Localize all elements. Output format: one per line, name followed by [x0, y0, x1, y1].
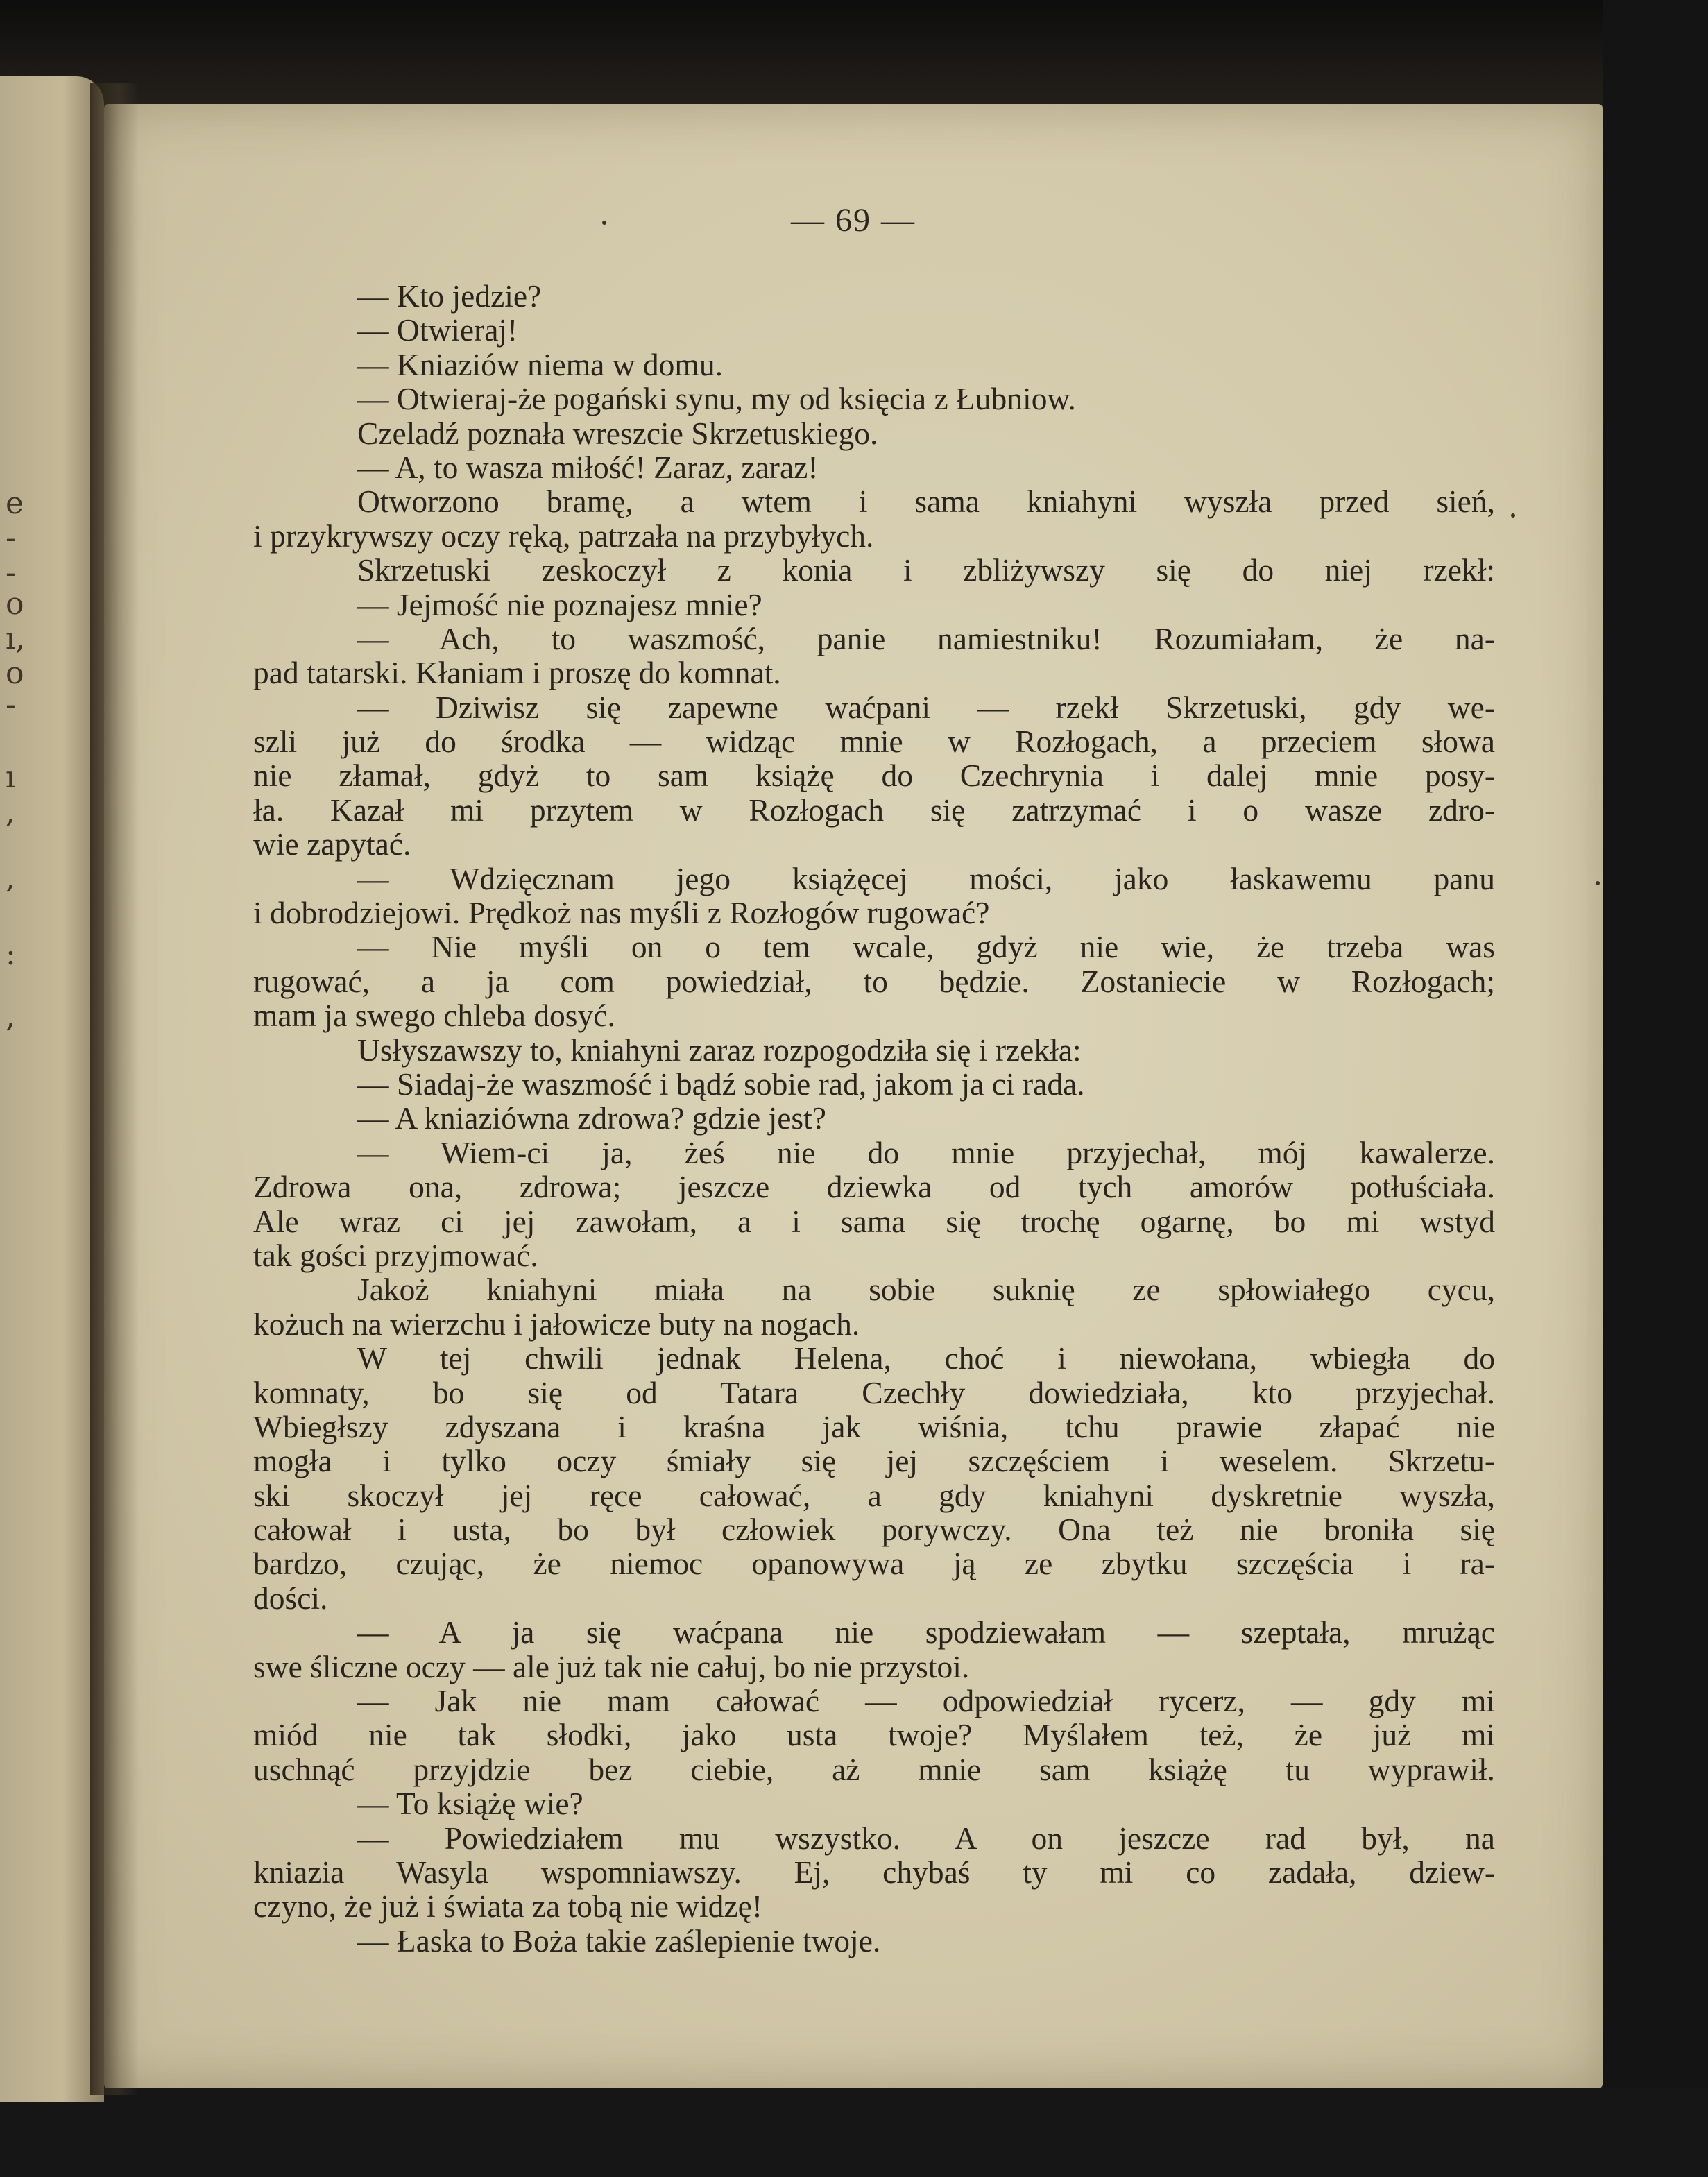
- text-line: Usłyszawszy to, kniahyni zaraz rozpogodziła się i rzekła:: [357, 1032, 1082, 1068]
- print-speck: [1596, 881, 1600, 885]
- text-line: bardzo, czując, że niemoc opanowywa ją ze zbytku szczęścia i ra-: [253, 1546, 1495, 1582]
- fragment-char: ,: [6, 794, 15, 830]
- text-line: W tej chwili jednak Helena, choć i niewołana, wbiegła do: [357, 1340, 1495, 1376]
- book-top-edge: [0, 0, 1708, 118]
- text-line: swe śliczne oczy — ale już tak nie całuj, bo nie przystoi.: [253, 1648, 970, 1684]
- text-line: — To książę wie?: [357, 1786, 583, 1822]
- text-line: — Otwieraj-że pogański synu, my od księcia z Łubniow.: [357, 381, 1076, 417]
- text-line: rugować, a ja com powiedział, to będzie. Zostaniecie w Rozłogach;: [253, 963, 1495, 999]
- page-number: — 69 —: [791, 202, 916, 239]
- text-line: Otworzono bramę, a wtem i sama kniahyni wyszła przed sień,: [357, 484, 1495, 520]
- text-line: kniazia Wasyla wspomniawszy. Ej, chybaś ty mi co zadała, dziew-: [253, 1854, 1495, 1890]
- fragment-char: :: [6, 937, 16, 972]
- text-line: — A kniaziówna zdrowa? gdzie jest?: [357, 1100, 826, 1136]
- text-line: i dobrodziejowi. Prędkoż nas myśli z Rozłogów rugować?: [253, 895, 990, 931]
- text-line: ski skoczył jej ręce całować, a gdy kniahyni dyskretnie wyszła,: [253, 1477, 1495, 1513]
- text-line: miód nie tak słodki, jako usta twoje? Myślałem też, że już mi: [253, 1717, 1495, 1753]
- text-line: komnaty, bo się od Tatara Czechły dowiedziała, kto przyjechał.: [253, 1374, 1495, 1410]
- text-line: Jakoż kniahyni miała na sobie suknię ze spłowiałego cycu,: [357, 1272, 1495, 1308]
- text-line: kożuch na wierzchu i jałowicze buty na nogach.: [253, 1306, 860, 1342]
- text-line: — Łaska to Boża takie zaślepienie twoje.: [357, 1922, 881, 1958]
- text-line: Skrzetuski zeskoczył z konia i zbliżywszy się do niej rzekł:: [357, 552, 1495, 588]
- text-line: Ale wraz ci jej zawołam, a i sama się trochę ogarnę, bo mi wstyd: [253, 1203, 1495, 1239]
- text-line: Wbiegłszy zdyszana i kraśna jak wiśnia, tchu prawie złapać nie: [253, 1408, 1495, 1444]
- text-line: — Powiedziałem mu wszystko. A on jeszcze rad był, na: [357, 1820, 1495, 1856]
- text-line: — A ja się waćpana nie spodziewałam — szeptała, mrużąc: [357, 1614, 1495, 1650]
- adjacent-page-fragment: [0, 76, 104, 2102]
- text-line: uschnąć przyjdzie bez ciebie, aż mnie sam książę tu wyprawił.: [253, 1751, 1495, 1787]
- text-line: — Wdzięcznam jego książęcej mości, jako łaskawemu panu: [357, 860, 1495, 896]
- fragment-char: ,: [6, 999, 15, 1034]
- spine-shadow: [90, 83, 139, 2095]
- text-line: — Otwieraj!: [357, 312, 518, 348]
- background-bottom: [0, 2088, 1708, 2177]
- fragment-char: -: [6, 520, 16, 556]
- background-right: [1603, 0, 1708, 2177]
- text-line: mam ja swego chleba dosyć.: [253, 998, 615, 1034]
- text-line: — Jak nie mam całować — odpowiedział rycerz, — gdy mi: [357, 1683, 1495, 1719]
- fragment-char: o: [6, 656, 24, 691]
- text-line: — Kniaziów niema w domu.: [357, 346, 723, 382]
- fragment-char: ı,: [6, 621, 26, 656]
- text-line: — Nie myśli on o tem wcale, gdyż nie wie, że trzeba was: [357, 929, 1495, 965]
- text-line: całował i usta, bo był człowiek porywczy. Ona też nie broniła się: [253, 1512, 1495, 1548]
- fragment-char: ı: [6, 760, 16, 795]
- fragment-char: e: [6, 486, 24, 521]
- text-line: tak gości przyjmować.: [253, 1237, 538, 1273]
- text-line: — Dziwisz się zapewne waćpani — rzekł Skrzetuski, gdy we-: [357, 689, 1495, 725]
- text-line: pad tatarski. Kłaniam i proszę do komnat.: [253, 655, 781, 691]
- text-line: — Siadaj-że waszmość i bądź sobie rad, jakom ja ci rada.: [357, 1066, 1085, 1102]
- text-line: i przykrywszy oczy ręką, patrzała na przybyłych.: [253, 518, 874, 554]
- text-line: Zdrowa ona, zdrowa; jeszcze dziewka od tych amorów potłuściała.: [253, 1169, 1495, 1205]
- print-speck: [602, 221, 606, 225]
- print-speck: [1511, 513, 1515, 518]
- text-line: — Kto jedzie?: [357, 278, 542, 314]
- fragment-char: -: [6, 687, 16, 722]
- text-line: — Jejmość nie poznajesz mnie?: [357, 586, 762, 622]
- fragment-char: ,: [6, 860, 15, 896]
- page-text: [253, 279, 1495, 1958]
- text-line: dości.: [253, 1580, 328, 1616]
- text-line: czyno, że już i świata za tobą nie widzę!: [253, 1888, 762, 1924]
- text-line: wie zapytać.: [253, 826, 411, 862]
- text-line: — Wiem-ci ja, żeś nie do mnie przyjechał, mój kawalerze.: [357, 1134, 1495, 1170]
- text-line: nie złamał, gdyż to sam książę do Czechrynia i dalej mnie posy-: [253, 758, 1495, 794]
- text-line: — A, to wasza miłość! Zaraz, zaraz!: [357, 449, 819, 485]
- fragment-char: -: [6, 555, 16, 590]
- text-line: mogła i tylko oczy śmiały się jej szczęściem i weselem. Skrzetu-: [253, 1443, 1495, 1479]
- text-line: ła. Kazał mi przytem w Rozłogach się zatrzymać i o wasze zdro-: [253, 792, 1495, 828]
- text-line: — Ach, to waszmość, panie namiestniku! Rozumiałam, że na-: [357, 620, 1495, 656]
- text-line: szli już do środka — widząc mnie w Rozłogach, a przeciem słowa: [253, 724, 1495, 760]
- fragment-char: o: [6, 586, 24, 622]
- text-line: Czeladź poznała wreszcie Skrzetuskiego.: [357, 415, 878, 451]
